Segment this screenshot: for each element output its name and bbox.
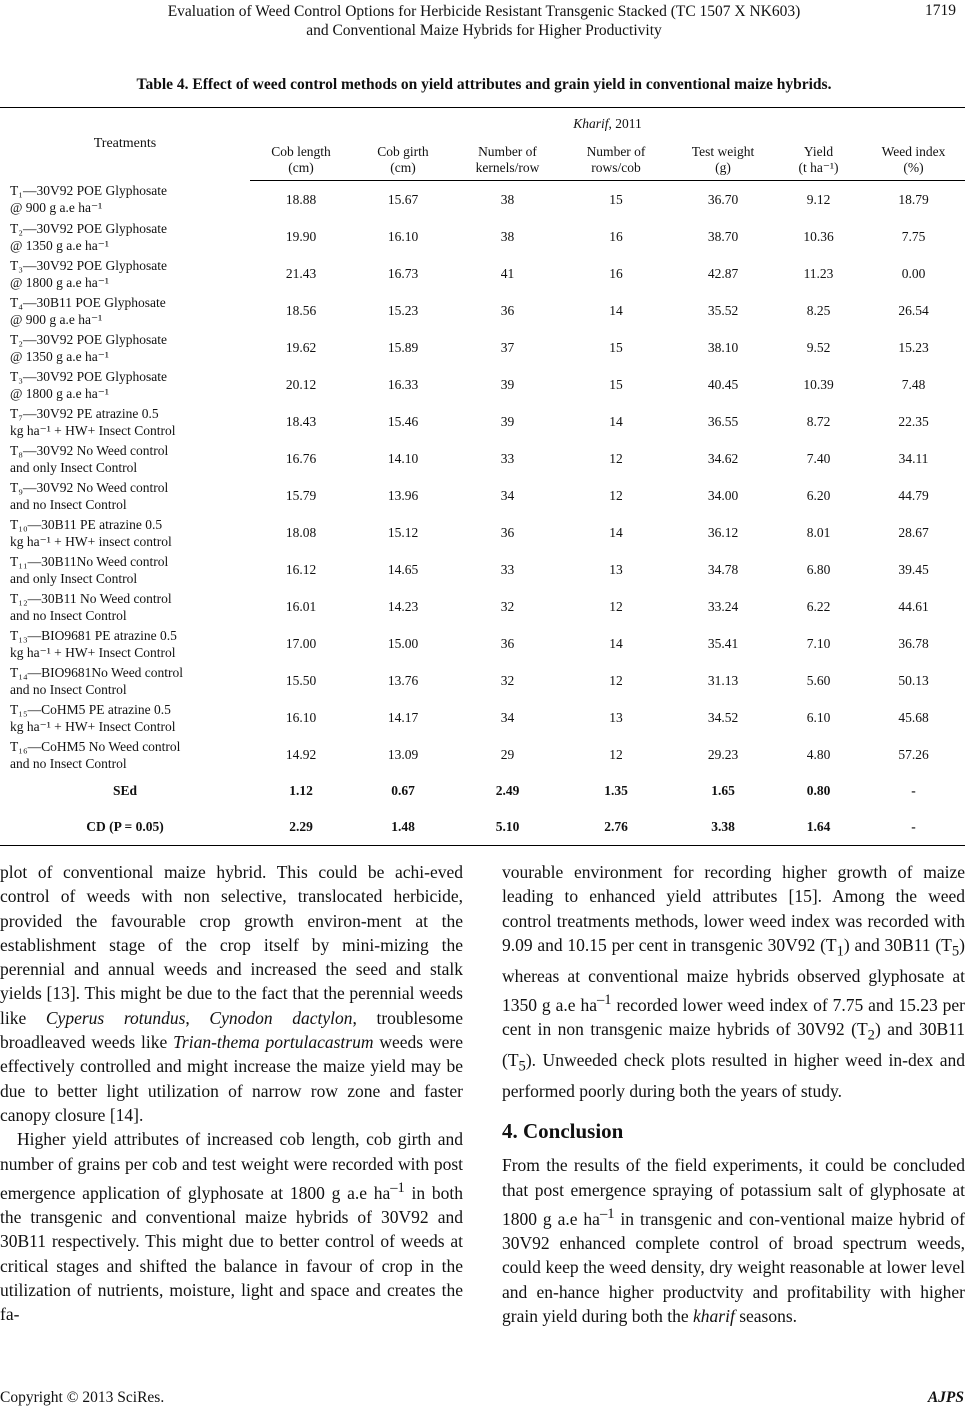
- table-row: [0, 440, 965, 477]
- value-cell: 32: [500, 598, 515, 614]
- value-cell: 10.36: [803, 228, 834, 244]
- value-cell: 34: [500, 487, 515, 503]
- value-cell: 14: [609, 302, 623, 318]
- table-row: [0, 551, 965, 588]
- value-cell: 35.52: [707, 302, 739, 318]
- stat-label: SEd: [112, 783, 138, 798]
- value-cell: 13: [609, 709, 623, 725]
- value-cell: 14.92: [285, 746, 317, 762]
- value-cell: 39: [500, 413, 515, 429]
- value-cell: 16.12: [285, 561, 317, 577]
- season-year: , 2011: [608, 115, 642, 131]
- treatment-cell: T₃—30V92 POE Glyphosate @ 1800 g a.e ha⁻¹: [10, 257, 167, 290]
- table-row: [0, 588, 965, 625]
- footer-journal: AJPS: [927, 1389, 964, 1406]
- treatment-cell: T₁₆—CoHM5 No Weed control and no Insect Control: [10, 738, 181, 771]
- value-cell: 7.10: [806, 635, 831, 651]
- value-cell: 0.00: [901, 265, 926, 281]
- value-cell: 4.80: [806, 746, 831, 762]
- stat-row: [0, 809, 965, 846]
- value-cell: 36.70: [707, 191, 739, 207]
- treatment-cell: T₇—30V92 PE atrazine 0.5 kg ha⁻¹ + HW+ Insect Control: [10, 405, 176, 438]
- value-cell: 12: [609, 672, 623, 688]
- value-cell: 22.35: [898, 413, 929, 429]
- value-cell: 17.00: [285, 635, 317, 651]
- stat-value: 0.80: [806, 783, 831, 798]
- value-cell: 15.79: [285, 487, 317, 503]
- value-cell: 7.40: [806, 450, 831, 466]
- value-cell: 34: [500, 709, 515, 725]
- value-cell: 15.23: [898, 339, 929, 355]
- value-cell: 14: [609, 635, 623, 651]
- value-cell: 18.79: [898, 191, 929, 207]
- stat-value: 3.38: [671, 809, 775, 846]
- table-row: [0, 699, 965, 736]
- column-header: Yield (t ha⁻¹): [775, 139, 862, 181]
- stat-value: 5.10: [454, 809, 561, 846]
- treatment-cell: T₁₃—BIO9681 PE atrazine 0.5 kg ha⁻¹ + HW+ Insect Control: [10, 627, 177, 660]
- table-row: [0, 514, 965, 551]
- value-cell: 16: [609, 228, 623, 244]
- value-cell: 57.26: [898, 746, 929, 762]
- value-cell: 28.67: [898, 524, 929, 540]
- value-cell: 14: [609, 413, 623, 429]
- value-cell: 6.10: [806, 709, 831, 725]
- treatment-cell: T₁₅—CoHM5 PE atrazine 0.5 kg ha⁻¹ + HW+ Insect Control: [10, 701, 176, 734]
- value-cell: 34.00: [707, 487, 739, 503]
- value-cell: 36: [500, 635, 515, 651]
- value-cell: 29.23: [707, 746, 739, 762]
- value-cell: 16.01: [285, 598, 317, 614]
- column-header: Weed index (%): [862, 139, 965, 181]
- value-cell: 16.76: [285, 450, 317, 466]
- column-header: Cob girth (cm): [352, 139, 454, 181]
- stat-value: 1.48: [352, 809, 454, 846]
- column-header: Number of rows/cob: [561, 139, 671, 181]
- stat-value: 1.65: [711, 783, 735, 798]
- table-row: [0, 329, 965, 366]
- treatment-cell: T₁₀—30B11 PE atrazine 0.5 kg ha⁻¹ + HW+ insect control: [10, 516, 172, 549]
- left-paragraph-2: Higher yield attributes of increased cob length, cob girth and number of grains per cob and test weight were recorded with post emergence application of glyphosate at 1800 g a.e $ha^{-1}$ in both the transgenic and conventional maize hybrids of 30V92 and 30B11 respectively. This might due to better control of weeds at critical stages and shifted the balance in favour of crop in the utilization of nutrients, moisture, light and space and creates the fa-: [0, 1129, 463, 1325]
- value-cell: 14.65: [387, 561, 419, 577]
- value-cell: 36.78: [898, 635, 929, 651]
- value-cell: 40.45: [707, 376, 739, 392]
- stat-value: 1.12: [289, 783, 313, 798]
- value-cell: 38.10: [707, 339, 739, 355]
- value-cell: 12: [609, 746, 623, 762]
- value-cell: 16.10: [387, 228, 419, 244]
- value-cell: 7.75: [901, 228, 926, 244]
- value-cell: 18.08: [285, 524, 317, 540]
- value-cell: 45.68: [898, 709, 929, 725]
- value-cell: 44.79: [898, 487, 929, 503]
- value-cell: 38: [500, 191, 515, 207]
- value-cell: 15.89: [387, 339, 419, 355]
- value-cell: 21.43: [285, 265, 317, 281]
- section-title: 4. Conclusion: [502, 1119, 624, 1143]
- value-cell: 20.12: [285, 376, 317, 392]
- value-cell: 39: [500, 376, 515, 392]
- value-cell: 34.78: [707, 561, 739, 577]
- treatment-cell: T₃—30V92 POE Glyphosate @ 1800 g a.e ha⁻¹: [10, 368, 167, 401]
- value-cell: 13: [609, 561, 623, 577]
- value-cell: 44.61: [898, 598, 929, 614]
- table-row: [0, 366, 965, 403]
- value-cell: 16.33: [387, 376, 419, 392]
- table-row: [0, 625, 965, 662]
- value-cell: 34.11: [898, 450, 929, 466]
- value-cell: 18.43: [285, 413, 317, 429]
- treatment-cell: T₄—30B11 POE Glyphosate @ 900 g a.e ha⁻¹: [10, 294, 166, 327]
- value-cell: 35.41: [707, 635, 739, 651]
- value-cell: 26.54: [898, 302, 929, 318]
- value-cell: 38: [500, 228, 515, 244]
- stat-value: 0.67: [391, 783, 415, 798]
- stat-value: 1.35: [604, 783, 628, 798]
- value-cell: 36: [500, 302, 515, 318]
- value-cell: 42.87: [707, 265, 739, 281]
- value-cell: 39.45: [898, 561, 929, 577]
- table-row: [0, 181, 965, 219]
- stat-label: CD (P = 0.05): [0, 809, 250, 846]
- value-cell: 16.10: [285, 709, 317, 725]
- column-header: Number of kernels/row: [454, 139, 561, 181]
- header-title-line2: and Conventional Maize Hybrids for Higher Productivity: [306, 22, 662, 39]
- left-text-column: [0, 860, 463, 1326]
- value-cell: 13.76: [387, 672, 419, 688]
- header-title-line1: Evaluation of Weed Control Options for Herbicide Resistant Transgenic Stacked (TC 1507 X NK603): [167, 3, 801, 20]
- value-cell: 19.90: [285, 228, 317, 244]
- value-cell: 11.23: [803, 265, 834, 281]
- value-cell: 50.13: [898, 672, 929, 688]
- value-cell: 36: [500, 524, 515, 540]
- value-cell: 36.55: [707, 413, 739, 429]
- treatment-cell: T₉—30V92 No Weed control and no Insect Control: [10, 479, 169, 512]
- treatment-cell: T₂—30V92 POE Glyphosate @ 1350 g a.e ha⁻¹: [10, 331, 167, 364]
- value-cell: 6.20: [806, 487, 831, 503]
- value-cell: 9.12: [806, 191, 831, 207]
- value-cell: 33: [500, 561, 515, 577]
- value-cell: 12: [609, 450, 623, 466]
- value-cell: 15: [609, 339, 623, 355]
- value-cell: 15.46: [387, 413, 419, 429]
- value-cell: 33: [500, 450, 515, 466]
- table-row: [0, 255, 965, 292]
- value-cell: 6.80: [806, 561, 831, 577]
- footer-copyright: Copyright © 2013 SciRes.: [0, 1389, 165, 1406]
- value-cell: 29: [500, 746, 515, 762]
- value-cell: 15.23: [387, 302, 419, 318]
- value-cell: 18.56: [285, 302, 317, 318]
- value-cell: 19.62: [285, 339, 317, 355]
- value-cell: 15.00: [387, 635, 419, 651]
- value-cell: 18.88: [285, 191, 317, 207]
- value-cell: 15: [609, 191, 623, 207]
- value-cell: 5.60: [806, 672, 831, 688]
- table-row: [0, 218, 965, 255]
- value-cell: 8.72: [806, 413, 831, 429]
- value-cell: 38.70: [707, 228, 739, 244]
- stat-value: -: [862, 809, 965, 846]
- stat-value: -: [911, 783, 916, 798]
- treatment-cell: T₂—30V92 POE Glyphosate @ 1350 g a.e ha⁻¹: [10, 220, 167, 253]
- treatment-cell: T₁—30V92 POE Glyphosate @ 900 g a.e ha⁻¹: [10, 183, 167, 216]
- value-cell: 7.48: [901, 376, 926, 392]
- value-cell: 8.25: [806, 302, 831, 318]
- value-cell: 33.24: [707, 598, 739, 614]
- table-row: [0, 292, 965, 329]
- value-cell: 9.52: [806, 339, 831, 355]
- table-row: [0, 477, 965, 514]
- value-cell: 15: [609, 376, 623, 392]
- value-cell: 34.52: [707, 709, 739, 725]
- table-caption: Table 4. Effect of weed control methods on yield attributes and grain yield in conventional maize hybrids.: [136, 76, 832, 93]
- value-cell: 36.12: [707, 524, 739, 540]
- right-paragraph-2: From the results of the field experiments, it could be concluded that post emergence spraying of potassium salt of glyphosate at 1800 g a.e $ha^{-1}$ in transgenic and con-ventional maize hybrid of 30V92 enhanced complete control of broad spectrum weeds, could keep the weed density, dry weight reasonable at lower level and en-hance higher productvity and profitability with higher grain yield during both the kharif seasons.: [502, 1155, 965, 1326]
- stat-value: 2.49: [495, 783, 520, 798]
- table-row: [0, 736, 965, 773]
- stat-value: 1.64: [775, 809, 862, 846]
- stat-value: 2.29: [250, 809, 352, 846]
- value-cell: 10.39: [803, 376, 834, 392]
- results-table: [0, 107, 965, 846]
- value-cell: 34.62: [707, 450, 739, 466]
- season-name: Kharif: [573, 115, 609, 131]
- running-header: [0, 2, 968, 40]
- value-cell: 8.01: [806, 524, 831, 540]
- value-cell: 14.23: [387, 598, 419, 614]
- column-header: Cob length (cm): [250, 139, 352, 181]
- value-cell: 12: [609, 598, 623, 614]
- value-cell: 41: [500, 265, 515, 281]
- value-cell: 13.96: [387, 487, 419, 503]
- stat-row: [0, 773, 965, 809]
- value-cell: 15.50: [285, 672, 317, 688]
- value-cell: 31.13: [707, 672, 739, 688]
- treatment-cell: T₁₄—BIO9681No Weed control and no Insect Control: [10, 664, 184, 697]
- treatment-cell: T₁₁—30B11No Weed control and only Insect Control: [10, 553, 169, 586]
- value-cell: 16.73: [387, 265, 419, 281]
- table-row: [0, 662, 965, 699]
- value-cell: 37: [500, 339, 515, 355]
- value-cell: 15.12: [387, 524, 419, 540]
- treatments-header: Treatments: [0, 108, 250, 181]
- value-cell: 6.22: [806, 598, 831, 614]
- left-paragraph-1: plot of conventional maize hybrid. This could be achi-eved control of weeds with non selective, translocated herbicide, provided the favourable crop growth environ-ment at the establishment stage of the crop itself by mini-mizing the perennial and annual weeds and increased the seed and stalk yields [13]. This might be due to the fact that the perennial weeds like Cyperus rotundus, Cynodon dactylon, troublesome broadleaved weeds like Trian-thema portulacastrum weeds were effectively controlled and might increase the maize yield may be due to better light utilization of narrow row zone and faster canopy closure [14].: [0, 862, 464, 1125]
- column-header: Test weight (g): [671, 139, 775, 181]
- value-cell: 15.67: [387, 191, 419, 207]
- right-text-column: [502, 860, 965, 1328]
- value-cell: 12: [609, 487, 623, 503]
- stat-value: 2.76: [561, 809, 671, 846]
- treatment-cell: T₈—30V92 No Weed control and only Insect Control: [10, 442, 169, 475]
- value-cell: 13.09: [387, 746, 419, 762]
- value-cell: 32: [500, 672, 515, 688]
- treatment-cell: T₁₂—30B11 No Weed control and no Insect Control: [10, 590, 172, 623]
- right-paragraph-1: vourable environment for recording higher growth of maize leading to enhanced yield attributes [15]. Among the weed control treatments methods, lower weed index was recorded with 9.09 and 10.15 per cent in transgenic 30V92 $(T_1)$ and 30B11 $(T_5)$ whereas at conventional maize hybrids observed glyphosate at 1350 g a.e $ha^{-1}$ recorded lower weed index of 7.75 and 15.23 per cent in non transgenic maize hybrids of 30V92 $(T_2)$ and 30B11 $(T_5)$. Unweeded check plots resulted in higher weed in-dex and performed poorly during both the years of study.: [502, 862, 965, 1101]
- value-cell: 14.17: [387, 709, 419, 725]
- season-header: [250, 108, 965, 140]
- value-cell: 14: [609, 524, 623, 540]
- value-cell: 14.10: [387, 450, 419, 466]
- page-number: 1719: [925, 2, 956, 19]
- value-cell: 16: [609, 265, 623, 281]
- table-row: [0, 403, 965, 440]
